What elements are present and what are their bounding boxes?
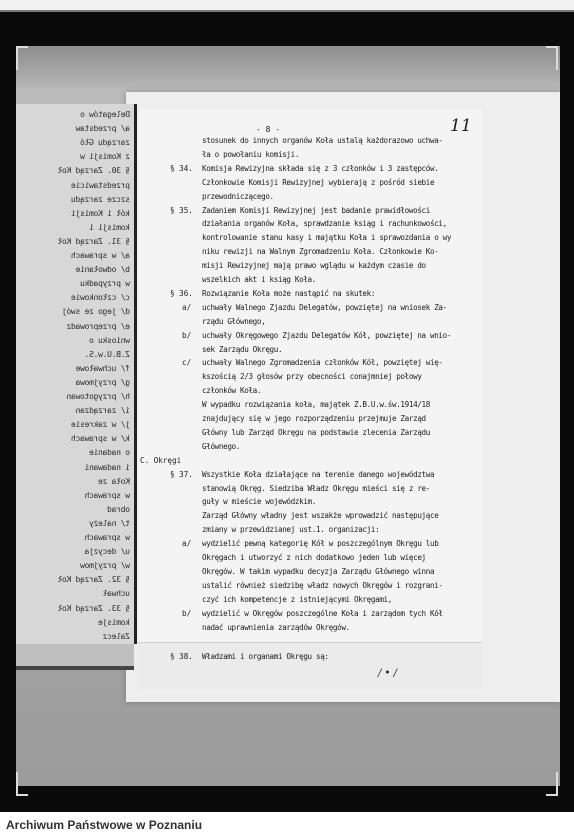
document-line: Władzami i organami Okręgu są: [202, 652, 329, 661]
paragraph-marker: § 34. [170, 163, 193, 173]
left-page-line: Koła ze [98, 476, 130, 486]
document-line: uchwały Walnego Zjazdu Delegatów, powziętej na wniosek Za- [202, 302, 447, 312]
document-line: czyć ich kompetencje z istniejącymi Okręgami, [202, 594, 392, 604]
paragraph-marker: c/ [182, 358, 192, 368]
document-line: rządu Głównego, [202, 316, 266, 326]
left-page-line: § 31. Zarząd Koł [57, 236, 130, 246]
corner-marker-top-left [16, 46, 28, 70]
left-page-line: h/ przygotowan [66, 392, 130, 401]
document-line: Okręgów. W takim wypadku decyzja Zarządu Głównego winna [202, 566, 435, 576]
document-line: Rozwiązanie Koła może nastąpić na skutek: [202, 288, 376, 298]
handwritten-footer-mark: / • / [378, 668, 397, 679]
paragraph-marker: § 35. [170, 205, 193, 215]
document-line: Okręgach i utworzyć z nich dodatkowo jeden lub więcej [202, 553, 426, 562]
left-page-line: k/ w sprawach [71, 434, 130, 444]
document-last-line [138, 642, 482, 688]
document-page [138, 110, 482, 688]
left-page-line: § 30. Zarząd Koł [57, 166, 130, 176]
document-line: ustalić również siedzibę władz nowych Okręgów i rozgrani- [202, 580, 443, 590]
document-text [138, 110, 482, 688]
left-page-line: uchwał [102, 589, 130, 599]
paragraph-marker: a/ [182, 539, 192, 549]
archive-caption: Archiwum Państwowe w Poznaniu [6, 818, 203, 832]
document-line: znajdujący się w jego rozporządzeniu przejmuje Zarząd [202, 414, 426, 423]
left-page-line: komisji i [89, 222, 130, 232]
left-page-line: g/ przyjmowa [75, 377, 130, 387]
left-page-line: kół i Komisji [71, 208, 130, 218]
document-line: przewodniczącego. [202, 191, 274, 201]
left-page-line: d/ jego ze swój [62, 307, 130, 317]
left-page-line: szcze zarządu [71, 194, 130, 204]
paragraph-marker: b/ [182, 330, 192, 340]
left-page-line: z Komisji w [80, 152, 130, 162]
scan-top-shadow [16, 46, 560, 88]
left-page-line: t/ należy [89, 518, 130, 528]
document-line: członków Koła. [202, 386, 262, 396]
left-page-line: komisje [98, 617, 130, 627]
document-line: nadać uprawnienia zarządów Okręgów. [202, 622, 350, 632]
handwritten-folio-number: 11 [450, 116, 472, 136]
left-page-line: Z.B.U.w.S. [84, 349, 130, 359]
page-number: - 8 - [256, 125, 281, 134]
document-line: kontrolowanie stanu kasy i majątku Koła i sprawozdania o wy [202, 233, 452, 243]
paragraph-marker: a/ [182, 302, 192, 312]
document-line: działania organów Koła, sprawdzanie ksiąg i rachunkowości, [202, 219, 447, 229]
left-page-line: wniosku o [89, 335, 130, 345]
document-line: ła o powołaniu komisji. [202, 149, 300, 159]
left-page-line: obrad [107, 504, 130, 514]
left-page-line: w sprawach [84, 490, 130, 500]
document-line: uchwały Okręgowego Zjazdu Delegatów Kół, powziętej na wnio- [202, 330, 452, 340]
left-page-line: f/ uchwałowe [75, 363, 130, 373]
left-page-bottom-strip [16, 644, 134, 666]
left-page-mirrored [16, 104, 137, 644]
left-page-line: e/ przeprowadz [66, 321, 130, 331]
document-line: uchwały Walnego Zgromadzenia członków Kół, powziętej wię- [202, 358, 443, 368]
film-strip-line [0, 10, 574, 12]
paragraph-marker: § 38. [170, 652, 193, 661]
corner-marker-top-right [546, 46, 558, 70]
document-line: misji Rewizyjnej mają prawo wglądu w każdym czasie do [202, 261, 426, 271]
paragraph-marker: § 36. [170, 288, 193, 298]
document-line: Zarząd Główny władny jest wszakże wprowadzić następujące [202, 511, 439, 521]
document-line: niku rewizji na Walnym Zgromadzeniu Koła. Członkowie Ko- [202, 247, 439, 257]
left-page-line: a/ przedstaw [75, 124, 130, 134]
document-line: wydzielić pewną kategorię Kół w poszczególnym Okręgu lub [202, 539, 439, 549]
corner-marker-bottom-left [16, 772, 28, 796]
document-line: Główny lub Zarząd Okręgu na podstawie zlecenia Zarządu [202, 427, 430, 437]
document-line: wszelkich akt i ksiąg Koła. [202, 275, 316, 284]
document-line: kszością 2/3 głosów przy obecności conajmniej połowy [202, 372, 422, 382]
document-line: Głównego. [202, 441, 240, 451]
document-line: stanowią Okręg. Siedziba Władz Okręgu mieści się z re- [202, 483, 430, 493]
left-page-line: j/ w zakresie [71, 420, 130, 430]
document-line: Wszystkie Koła działające na terenie danego województwa [202, 469, 435, 479]
document-line: stosunek do innych organów Koła ustalą każdorazowo uchwa- [202, 136, 443, 145]
document-line: Zadaniem Komisji Rewizyjnej jest badanie prawidłowości [202, 205, 430, 215]
left-page-line: c/ członkowie [71, 293, 130, 303]
film-edge [0, 0, 574, 10]
left-page-line: zarządu Głó [80, 138, 130, 148]
left-page-line: o nadanie [89, 448, 130, 458]
left-page-line: w sprawach [84, 533, 130, 542]
left-page-line: i nadawani [84, 462, 130, 472]
left-page-line: § 33. Zarząd Koł [57, 603, 130, 613]
left-page-line: w przypadku [80, 279, 130, 289]
paragraph-marker: § 37. [170, 469, 193, 479]
left-page-line: u/ decyzja [84, 547, 130, 557]
document-line: Członkowie Komisji Rewizyjnej wybierają z pośród siebie [202, 177, 435, 187]
document-line: guły w mieście wojewódzkim. [202, 497, 316, 507]
left-page-line: § 32. Zarząd Koł [57, 575, 130, 585]
left-page-text [16, 104, 134, 644]
left-page-bottom-edge [16, 666, 134, 670]
left-page-line: a/ w sprawach [71, 251, 130, 260]
left-page-line: Zalecz [102, 631, 130, 641]
corner-marker-bottom-right [546, 772, 558, 796]
left-page-line: i/ zarządzan [75, 406, 130, 416]
document-line: wydzielić w Okręgów poszczególne Koła i zarządom tych Kół [202, 608, 443, 618]
left-page-line: Delegatów o [80, 110, 130, 119]
left-page-line: b/ odwołanie [75, 265, 130, 275]
left-page-line: w/ przyjmow [80, 561, 130, 571]
document-line: sek Zarządu Okręgu. [202, 344, 283, 354]
document-line: W wypadku rozwiązania koła, majątek Z.B.U.w.św.1914/18 [202, 400, 430, 410]
document-line: Komisja Rewizyjna składa się z 3 członków i 3 zastępców. [202, 163, 439, 173]
paragraph-marker: b/ [182, 608, 192, 618]
document-line: zmiany w przewidzianej ust.1. organizacji: [202, 525, 380, 535]
paragraph-marker: C. Okręgi [140, 455, 182, 465]
left-page-line: przedstawicie [71, 180, 130, 190]
